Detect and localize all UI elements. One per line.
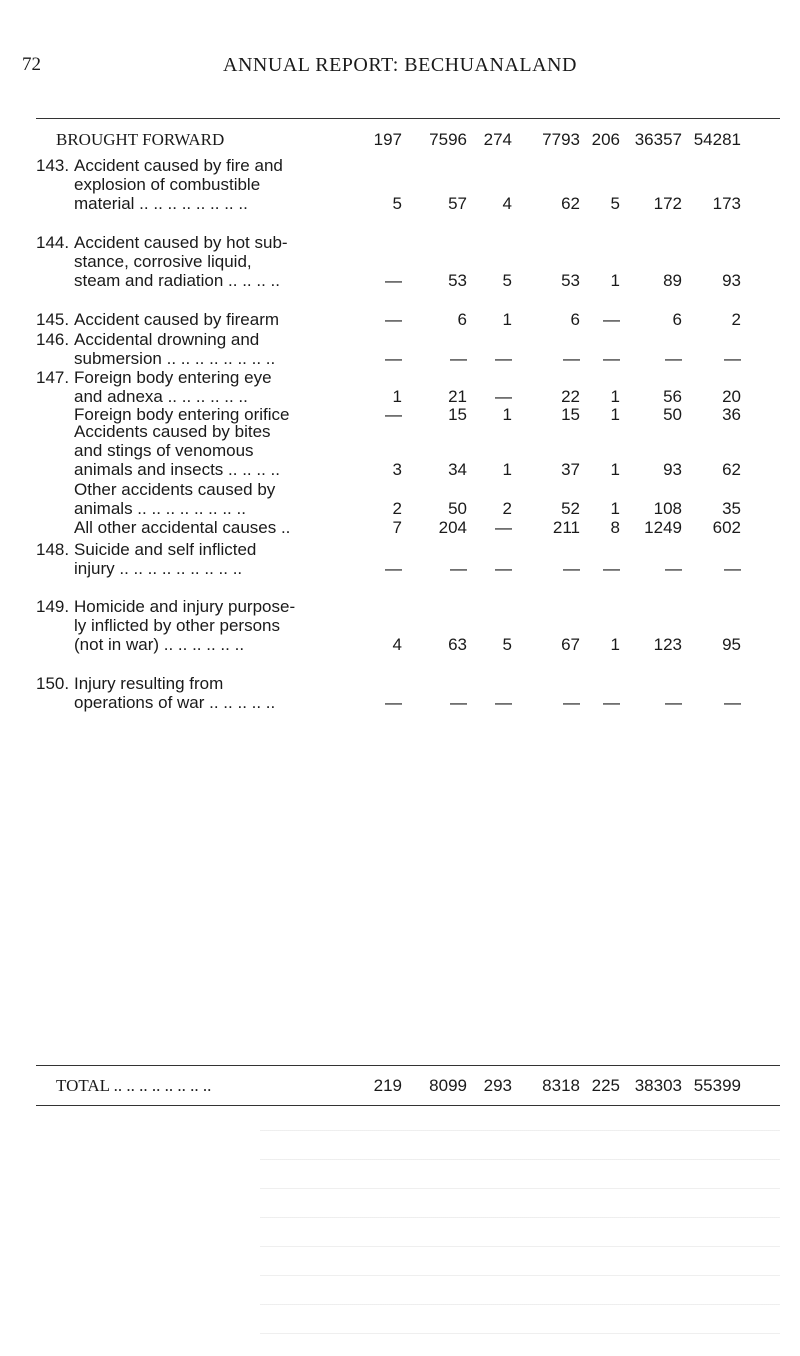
row-number: 147. bbox=[36, 368, 70, 387]
row-value: 93 bbox=[722, 271, 741, 290]
bf-value: 206 bbox=[591, 130, 620, 149]
row-label-line: and stings of venomous bbox=[74, 441, 254, 460]
row-value: — bbox=[385, 349, 402, 368]
row-value: — bbox=[450, 559, 467, 578]
row-value: 50 bbox=[448, 499, 467, 518]
row-value: 1 bbox=[610, 387, 620, 406]
row-value: 1 bbox=[610, 635, 620, 654]
row-label-line: Foreign body entering orifice bbox=[74, 405, 290, 424]
row-label bbox=[74, 330, 374, 368]
table-total-rule bbox=[36, 1065, 780, 1066]
row-label bbox=[74, 422, 374, 479]
row-value: 67 bbox=[561, 635, 580, 654]
row-value: 1 bbox=[610, 271, 620, 290]
row-label-line: ly inflicted by other persons bbox=[74, 616, 280, 635]
total-value: 8318 bbox=[542, 1076, 580, 1095]
page-number: 72 bbox=[22, 54, 41, 75]
row-value: 4 bbox=[392, 635, 402, 654]
row-label-line: stance, corrosive liquid, bbox=[74, 252, 252, 271]
row-label bbox=[74, 233, 374, 290]
row-value: 5 bbox=[392, 194, 402, 213]
row-value: 1 bbox=[610, 499, 620, 518]
total-value: 55399 bbox=[693, 1076, 741, 1095]
row-value: 36 bbox=[722, 405, 741, 424]
row-value: 53 bbox=[561, 271, 580, 290]
row-value: — bbox=[665, 349, 682, 368]
row-label-line: submersion .. .. .. .. .. .. .. .. bbox=[74, 349, 276, 368]
row-value: 34 bbox=[448, 460, 467, 479]
row-label-line: operations of war .. .. .. .. .. bbox=[74, 693, 276, 712]
row-value: 1249 bbox=[644, 518, 682, 537]
row-value: 93 bbox=[663, 460, 682, 479]
row-value: 62 bbox=[561, 194, 580, 213]
row-value: 1 bbox=[392, 387, 402, 406]
row-value: — bbox=[450, 349, 467, 368]
row-label bbox=[74, 674, 374, 712]
row-value: 15 bbox=[561, 405, 580, 424]
row-label-line: Other accidents caused by bbox=[74, 480, 276, 499]
row-value: 211 bbox=[552, 518, 580, 537]
row-label bbox=[74, 518, 374, 537]
row-number: 144. bbox=[36, 233, 70, 252]
row-value: 2 bbox=[392, 499, 402, 518]
row-number: 146. bbox=[36, 330, 70, 349]
row-label bbox=[74, 480, 374, 518]
row-value: 50 bbox=[663, 405, 682, 424]
row-number: 149. bbox=[36, 597, 70, 616]
row-label-line: animals .. .. .. .. .. .. .. .. bbox=[74, 499, 246, 518]
row-value: — bbox=[385, 310, 402, 329]
row-value: — bbox=[603, 693, 620, 712]
row-label bbox=[74, 310, 374, 329]
bf-value: 7793 bbox=[542, 130, 580, 149]
row-value: 123 bbox=[653, 635, 682, 654]
row-number: 148. bbox=[36, 540, 70, 559]
row-value: 2 bbox=[731, 310, 741, 329]
row-value: 1 bbox=[502, 310, 512, 329]
row-value: — bbox=[665, 693, 682, 712]
row-number: 150. bbox=[36, 674, 70, 693]
row-value: — bbox=[563, 349, 580, 368]
row-value: 62 bbox=[722, 460, 741, 479]
row-number: 143. bbox=[36, 156, 70, 175]
row-value: 6 bbox=[457, 310, 467, 329]
total-value: 8099 bbox=[429, 1076, 467, 1095]
row-value: 172 bbox=[653, 194, 682, 213]
row-value: 52 bbox=[561, 499, 580, 518]
row-label-line: Accident caused by hot sub- bbox=[74, 233, 288, 252]
row-value: 5 bbox=[502, 271, 512, 290]
row-label-line: Accidents caused by bites bbox=[74, 422, 271, 441]
row-value: — bbox=[563, 693, 580, 712]
row-number: 145. bbox=[36, 310, 70, 329]
row-value: — bbox=[385, 693, 402, 712]
row-value: — bbox=[385, 559, 402, 578]
page-header bbox=[0, 54, 800, 84]
row-value: 602 bbox=[712, 518, 741, 537]
row-value: 1 bbox=[610, 460, 620, 479]
row-value: 108 bbox=[653, 499, 682, 518]
page-title: ANNUAL REPORT: BECHUANALAND bbox=[223, 54, 577, 76]
row-value: 35 bbox=[722, 499, 741, 518]
row-value: 37 bbox=[561, 460, 580, 479]
row-label-line: and adnexa .. .. .. .. .. .. bbox=[74, 387, 248, 406]
total-value: 293 bbox=[483, 1076, 512, 1095]
row-label-line: Accidental drowning and bbox=[74, 330, 260, 349]
row-value: 89 bbox=[663, 271, 682, 290]
row-label bbox=[74, 540, 374, 578]
row-value: — bbox=[385, 271, 402, 290]
row-value: — bbox=[450, 693, 467, 712]
row-value: 6 bbox=[570, 310, 580, 329]
row-value: — bbox=[385, 405, 402, 424]
row-label bbox=[74, 156, 374, 213]
row-label-line: Suicide and self inflicted bbox=[74, 540, 257, 559]
row-value: 7 bbox=[392, 518, 402, 537]
row-value: 4 bbox=[502, 194, 512, 213]
total-value: 219 bbox=[373, 1076, 402, 1095]
row-value: — bbox=[603, 310, 620, 329]
row-value: — bbox=[603, 559, 620, 578]
row-label-line: Foreign body entering eye bbox=[74, 368, 272, 387]
row-label-line: All other accidental causes .. bbox=[74, 518, 291, 537]
row-label bbox=[74, 368, 374, 406]
show-through-background bbox=[260, 1108, 780, 1353]
row-value: 63 bbox=[448, 635, 467, 654]
row-value: 15 bbox=[448, 405, 467, 424]
row-value: 5 bbox=[502, 635, 512, 654]
row-value: 173 bbox=[712, 194, 741, 213]
total-label: TOTAL .. .. .. .. .. .. .. .. bbox=[56, 1076, 212, 1095]
row-value: — bbox=[724, 559, 741, 578]
row-label-line: injury .. .. .. .. .. .. .. .. .. bbox=[74, 559, 243, 578]
row-label-line: Injury resulting from bbox=[74, 674, 224, 693]
row-value: 56 bbox=[663, 387, 682, 406]
row-value: — bbox=[495, 387, 512, 406]
row-value: 2 bbox=[502, 499, 512, 518]
row-value: — bbox=[563, 559, 580, 578]
row-label-line: animals and insects .. .. .. .. bbox=[74, 460, 280, 479]
row-value: 5 bbox=[610, 194, 620, 213]
bf-value: 7596 bbox=[429, 130, 467, 149]
total-value: 38303 bbox=[634, 1076, 682, 1095]
row-label-line: material .. .. .. .. .. .. .. .. bbox=[74, 194, 248, 213]
row-value: 20 bbox=[722, 387, 741, 406]
brought-forward-label: BROUGHT FORWARD bbox=[56, 130, 225, 149]
total-value: 225 bbox=[591, 1076, 620, 1095]
bf-value: 54281 bbox=[693, 130, 741, 149]
row-value: 1 bbox=[610, 405, 620, 424]
row-value: 1 bbox=[502, 460, 512, 479]
row-label-line: steam and radiation .. .. .. .. bbox=[74, 271, 280, 290]
table-top-rule bbox=[36, 118, 780, 119]
row-value: — bbox=[724, 349, 741, 368]
bf-value: 274 bbox=[483, 130, 512, 149]
row-value: — bbox=[724, 693, 741, 712]
bf-value: 197 bbox=[373, 130, 402, 149]
row-value: — bbox=[603, 349, 620, 368]
row-label-line: Accident caused by fire and bbox=[74, 156, 283, 175]
row-label-line: Homicide and injury purpose- bbox=[74, 597, 296, 616]
row-value: 6 bbox=[672, 310, 682, 329]
row-value: 22 bbox=[561, 387, 580, 406]
row-value: — bbox=[495, 693, 512, 712]
row-label-line: (not in war) .. .. .. .. .. .. bbox=[74, 635, 245, 654]
row-value: 95 bbox=[722, 635, 741, 654]
row-value: — bbox=[665, 559, 682, 578]
row-value: 8 bbox=[610, 518, 620, 537]
row-value: 53 bbox=[448, 271, 467, 290]
table-bottom-rule bbox=[36, 1105, 780, 1106]
row-value: 3 bbox=[392, 460, 402, 479]
row-value: 57 bbox=[448, 194, 467, 213]
row-value: 204 bbox=[438, 518, 467, 537]
row-label bbox=[74, 597, 374, 654]
bf-value: 36357 bbox=[634, 130, 682, 149]
row-value: — bbox=[495, 349, 512, 368]
row-value: — bbox=[495, 518, 512, 537]
row-label-line: Accident caused by firearm bbox=[74, 310, 280, 329]
row-value: 1 bbox=[502, 405, 512, 424]
row-label-line: explosion of combustible bbox=[74, 175, 261, 194]
row-value: 21 bbox=[448, 387, 467, 406]
row-value: — bbox=[495, 559, 512, 578]
